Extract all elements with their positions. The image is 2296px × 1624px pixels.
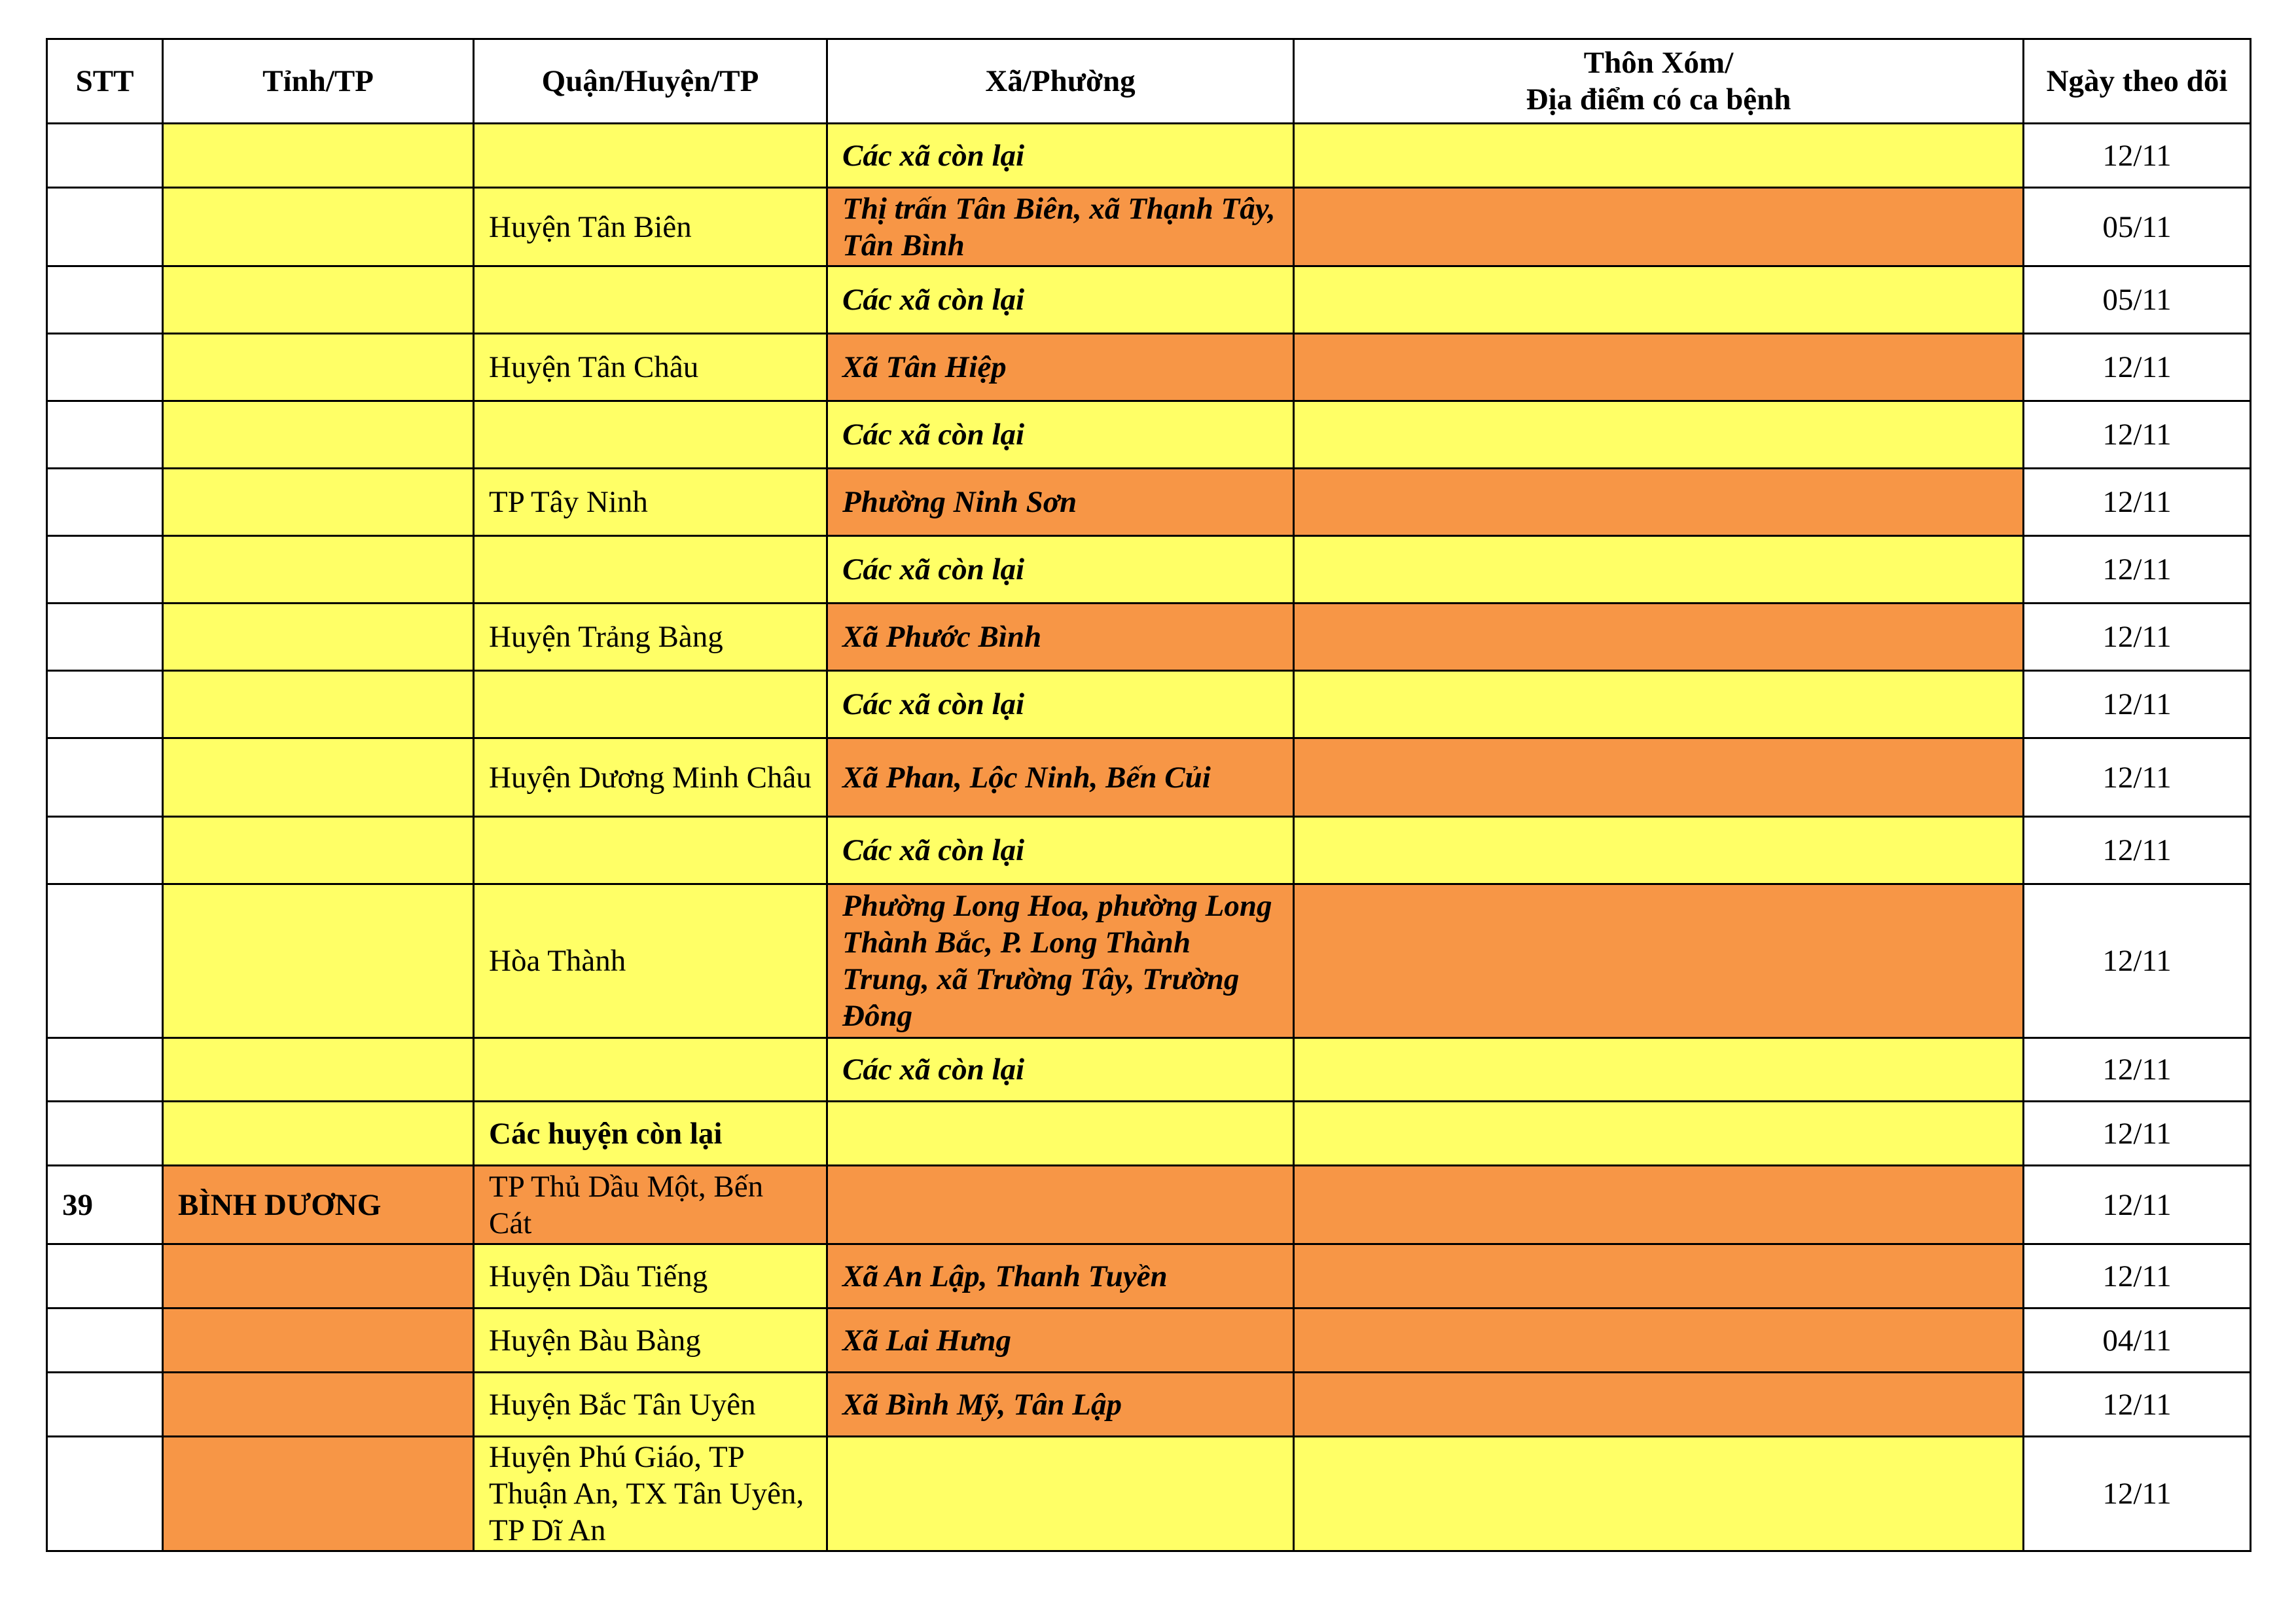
stt-cell [47, 738, 163, 817]
stt-cell [47, 1244, 163, 1308]
stt-cell [47, 1308, 163, 1373]
date-cell: 12/11 [2024, 671, 2251, 738]
district-cell: Huyện Dầu Tiếng [474, 1244, 827, 1308]
table-row [47, 1244, 2251, 1308]
district-cell [474, 671, 827, 738]
header-date: Ngày theo dõi [2024, 39, 2251, 124]
district-cell: TP Tây Ninh [474, 469, 827, 536]
province-cell [163, 536, 474, 604]
district-cell: Huyện Bắc Tân Uyên [474, 1373, 827, 1437]
province-cell [163, 124, 474, 188]
district-cell: Huyện Dương Minh Châu [474, 738, 827, 817]
hamlet-cell [1294, 469, 2024, 536]
hamlet-cell [1294, 1373, 2024, 1437]
table-row [47, 1102, 2251, 1166]
stt-cell [47, 1373, 163, 1437]
hamlet-cell [1294, 124, 2024, 188]
date-cell: 12/11 [2024, 1102, 2251, 1166]
hamlet-cell [1294, 738, 2024, 817]
date-cell: 12/11 [2024, 817, 2251, 884]
hamlet-cell [1294, 401, 2024, 469]
province-cell: BÌNH DƯƠNG [163, 1166, 474, 1244]
district-cell [474, 1038, 827, 1102]
district-cell: Các huyện còn lại [474, 1102, 827, 1166]
province-cell [163, 1373, 474, 1437]
ward-cell: Các xã còn lại [827, 124, 1294, 188]
hamlet-cell [1294, 266, 2024, 334]
district-cell [474, 124, 827, 188]
date-cell: 12/11 [2024, 1437, 2251, 1551]
table-row [47, 1166, 2251, 1244]
stt-cell [47, 1038, 163, 1102]
cases-table [46, 38, 2251, 1552]
province-cell [163, 884, 474, 1038]
district-cell [474, 536, 827, 604]
district-cell: Huyện Bàu Bàng [474, 1308, 827, 1373]
table-row [47, 604, 2251, 671]
stt-cell [47, 884, 163, 1038]
table-row [47, 536, 2251, 604]
table-row [47, 738, 2251, 817]
table-row [47, 334, 2251, 401]
table-row [47, 1437, 2251, 1551]
ward-cell: Xã Phan, Lộc Ninh, Bến Củi [827, 738, 1294, 817]
hamlet-cell [1294, 884, 2024, 1038]
stt-cell [47, 188, 163, 266]
date-cell: 12/11 [2024, 334, 2251, 401]
stt-cell [47, 536, 163, 604]
ward-cell: Các xã còn lại [827, 1038, 1294, 1102]
date-cell: 12/11 [2024, 1244, 2251, 1308]
hamlet-cell [1294, 1244, 2024, 1308]
province-cell [163, 1102, 474, 1166]
district-cell [474, 266, 827, 334]
province-cell [163, 1437, 474, 1551]
ward-cell: Các xã còn lại [827, 671, 1294, 738]
hamlet-cell [1294, 1166, 2024, 1244]
date-cell: 12/11 [2024, 124, 2251, 188]
header-ward: Xã/Phường [827, 39, 1294, 124]
stt-cell [47, 401, 163, 469]
province-cell [163, 1308, 474, 1373]
ward-cell [827, 1437, 1294, 1551]
ward-cell: Xã Bình Mỹ, Tân Lập [827, 1373, 1294, 1437]
stt-cell [47, 469, 163, 536]
stt-cell [47, 124, 163, 188]
province-cell [163, 469, 474, 536]
hamlet-cell [1294, 1102, 2024, 1166]
ward-cell: Xã Tân Hiệp [827, 334, 1294, 401]
province-cell [163, 1038, 474, 1102]
province-cell [163, 334, 474, 401]
stt-cell [47, 334, 163, 401]
table-row [47, 124, 2251, 188]
date-cell: 12/11 [2024, 401, 2251, 469]
stt-cell [47, 1102, 163, 1166]
ward-cell: Các xã còn lại [827, 266, 1294, 334]
date-cell: 12/11 [2024, 738, 2251, 817]
table-row [47, 671, 2251, 738]
district-cell: Huyện Phú Giáo, TP Thuận An, TX Tân Uyên, TP Dĩ An [474, 1437, 827, 1551]
date-cell: 12/11 [2024, 536, 2251, 604]
ward-cell: Phường Ninh Sơn [827, 469, 1294, 536]
date-cell: 04/11 [2024, 1308, 2251, 1373]
stt-cell: 39 [47, 1166, 163, 1244]
hamlet-cell [1294, 671, 2024, 738]
date-cell: 05/11 [2024, 266, 2251, 334]
district-cell: Huyện Tân Châu [474, 334, 827, 401]
stt-cell [47, 671, 163, 738]
province-cell [163, 1244, 474, 1308]
district-cell: Hòa Thành [474, 884, 827, 1038]
stt-cell [47, 266, 163, 334]
hamlet-cell [1294, 1038, 2024, 1102]
date-cell: 12/11 [2024, 1038, 2251, 1102]
ward-cell [827, 1166, 1294, 1244]
hamlet-cell [1294, 334, 2024, 401]
province-cell [163, 401, 474, 469]
ward-cell: Các xã còn lại [827, 817, 1294, 884]
hamlet-cell [1294, 817, 2024, 884]
ward-cell: Xã An Lập, Thanh Tuyền [827, 1244, 1294, 1308]
table-row [47, 1308, 2251, 1373]
table-row [47, 266, 2251, 334]
province-cell [163, 738, 474, 817]
province-cell [163, 188, 474, 266]
table-row [47, 188, 2251, 266]
header-row [47, 39, 2251, 124]
header-hamlet-line1: Thôn Xóm/ [1583, 46, 1734, 80]
table-row [47, 884, 2251, 1038]
stt-cell [47, 1437, 163, 1551]
table-row [47, 1373, 2251, 1437]
stt-cell [47, 817, 163, 884]
header-hamlet [1294, 39, 2024, 124]
district-cell [474, 401, 827, 469]
ward-cell: Xã Lai Hưng [827, 1308, 1294, 1373]
date-cell: 12/11 [2024, 1373, 2251, 1437]
district-cell: Huyện Tân Biên [474, 188, 827, 266]
date-cell: 12/11 [2024, 1166, 2251, 1244]
ward-cell [827, 1102, 1294, 1166]
district-cell: Huyện Trảng Bàng [474, 604, 827, 671]
province-cell [163, 266, 474, 334]
ward-cell: Xã Phước Bình [827, 604, 1294, 671]
ward-cell: Phường Long Hoa, phường Long Thành Bắc, P. Long Thành Trung, xã Trường Tây, Trường Đông [827, 884, 1294, 1038]
header-hamlet-line2: Địa điểm có ca bệnh [1526, 82, 1791, 117]
date-cell: 05/11 [2024, 188, 2251, 266]
stt-cell [47, 604, 163, 671]
hamlet-cell [1294, 1308, 2024, 1373]
table-row [47, 1038, 2251, 1102]
district-cell [474, 817, 827, 884]
district-cell: TP Thủ Dầu Một, Bến Cát [474, 1166, 827, 1244]
date-cell: 12/11 [2024, 469, 2251, 536]
ward-cell: Các xã còn lại [827, 401, 1294, 469]
hamlet-cell [1294, 604, 2024, 671]
header-district: Quận/Huyện/TP [474, 39, 827, 124]
ward-cell: Các xã còn lại [827, 536, 1294, 604]
date-cell: 12/11 [2024, 604, 2251, 671]
header-province: Tỉnh/TP [163, 39, 474, 124]
province-cell [163, 817, 474, 884]
header-stt: STT [47, 39, 163, 124]
table-row [47, 401, 2251, 469]
hamlet-cell [1294, 188, 2024, 266]
hamlet-cell [1294, 1437, 2024, 1551]
table-row [47, 469, 2251, 536]
date-cell: 12/11 [2024, 884, 2251, 1038]
province-cell [163, 671, 474, 738]
hamlet-cell [1294, 536, 2024, 604]
province-cell [163, 604, 474, 671]
table-row [47, 817, 2251, 884]
ward-cell: Thị trấn Tân Biên, xã Thạnh Tây, Tân Bình [827, 188, 1294, 266]
